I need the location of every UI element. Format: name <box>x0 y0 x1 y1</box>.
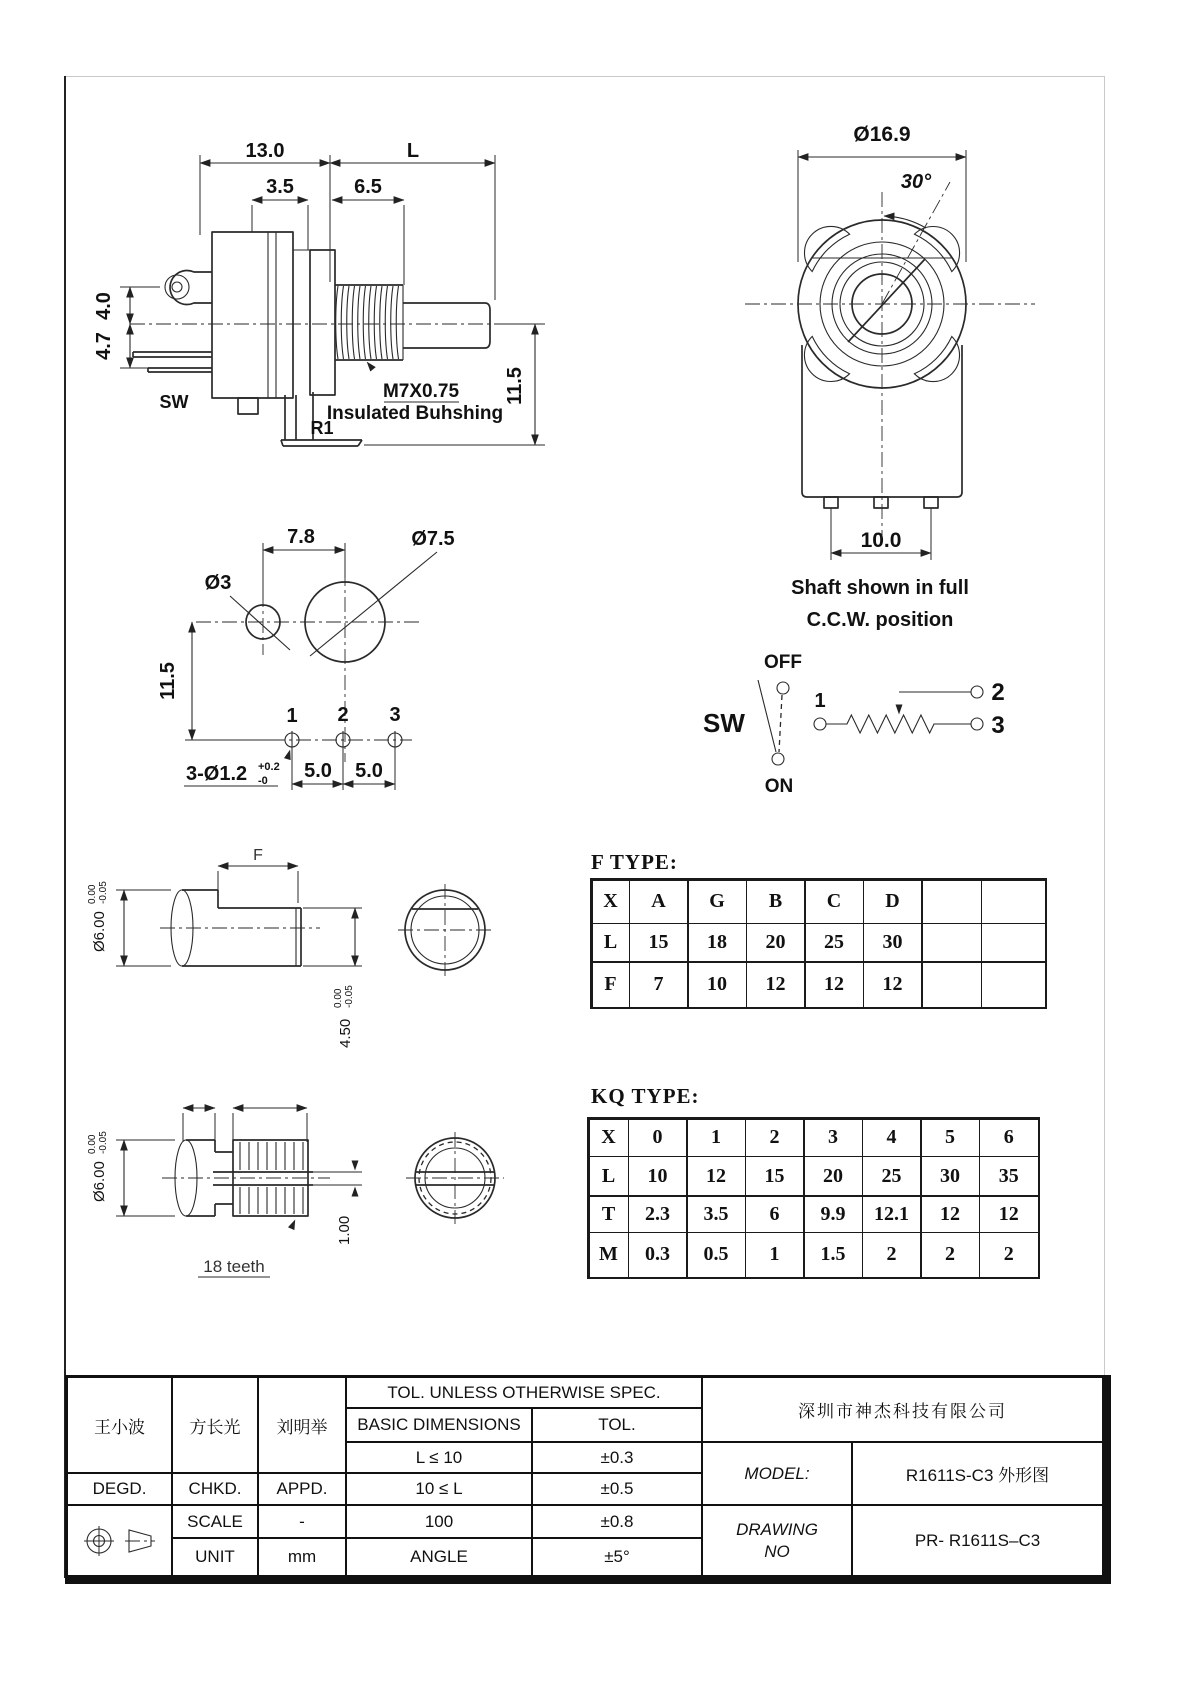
sheet-border-right <box>1104 76 1105 1376</box>
scale-value: - <box>259 1506 345 1537</box>
side-view-drawing <box>65 90 565 480</box>
dim-angle-label: 30° <box>900 171 932 193</box>
basic-dimensions-header: BASIC DIMENSIONS <box>347 1409 531 1441</box>
first-angle-projection-icon <box>81 1520 159 1562</box>
dim-f-label: F <box>253 847 263 864</box>
hole-circles <box>230 552 437 662</box>
table-cell <box>923 924 981 961</box>
dim-11-5-label: 11.5 <box>157 662 179 700</box>
designer-name: 王小波 <box>68 1378 171 1472</box>
table-cell: B <box>747 881 804 923</box>
table-cell: 2 <box>922 1233 979 1277</box>
table-cell: 0 <box>629 1120 686 1156</box>
terminal-1-label: 1 <box>814 690 826 712</box>
table-cell: 3.5 <box>688 1197 745 1232</box>
scale-label: SCALE <box>173 1506 257 1537</box>
dim-4-7-label: 4.7 <box>93 332 115 360</box>
table-cell: 12 <box>922 1197 979 1232</box>
terminal-2-label: 2 <box>991 679 1005 706</box>
shaft-dia-label: Ø6.00 <box>91 911 108 952</box>
flat-tol-lower: -0.05 <box>344 985 355 1008</box>
checker-name: 方长光 <box>173 1378 257 1472</box>
sheet-border-top <box>64 76 1105 77</box>
table-cell: 12 <box>980 1197 1038 1232</box>
table-cell: 2.3 <box>629 1197 686 1232</box>
table-cell <box>982 881 1045 923</box>
table-cell: 7 <box>630 963 687 1007</box>
pin-2-label: 2 <box>337 704 349 726</box>
terminal-3-label: 3 <box>991 712 1005 739</box>
dim-5-0-left-label: 5.0 <box>304 760 332 782</box>
dim-13-0-label: 13.0 <box>245 140 285 162</box>
table-cell: 12 <box>864 963 921 1007</box>
table-cell: A <box>630 881 687 923</box>
shaft-dia-tol-lower: -0.05 <box>98 1131 109 1154</box>
table-cell: 6 <box>980 1120 1038 1156</box>
f-type-table <box>590 878 1047 1009</box>
table-cell: C <box>806 881 863 923</box>
hole-tol-upper: +0.2 <box>258 761 280 773</box>
appd-label: APPD. <box>259 1474 345 1504</box>
thread-spec-label: M7X0.75 <box>382 381 460 402</box>
table-cell: L <box>593 924 629 961</box>
table-cell: 15 <box>630 924 687 961</box>
table-cell: G <box>689 881 746 923</box>
table-cell <box>982 963 1045 1007</box>
terminal-pins <box>270 731 412 749</box>
dim-6-5-label: 6.5 <box>354 176 382 198</box>
table-cell <box>982 924 1045 961</box>
table-cell: 4 <box>863 1120 920 1156</box>
dim-7-8-label: 7.8 <box>287 526 315 548</box>
flat-dim-label: 4.50 <box>337 1018 354 1048</box>
table-cell: F <box>593 963 629 1007</box>
shaft-outline <box>403 303 490 348</box>
dim-11-5-label: 11.5 <box>504 367 526 405</box>
unit-label: UNIT <box>173 1539 257 1575</box>
sw-pin-label: SW <box>159 392 189 412</box>
table-cell: 12.1 <box>863 1197 920 1232</box>
drawing-no-label: DRAWING NO <box>703 1506 851 1575</box>
slot-width-label: 1.00 <box>336 1215 353 1245</box>
kq-type-shaft-drawing <box>75 1060 525 1295</box>
model-label: MODEL: <box>703 1443 851 1504</box>
table-cell: 12 <box>806 963 863 1007</box>
tol-row-dim: ANGLE <box>347 1539 531 1575</box>
dimension-lines <box>116 866 362 966</box>
on-label: ON <box>764 776 794 797</box>
f-type-shaft-drawing <box>75 835 485 1070</box>
dim-l-label: L <box>406 140 420 162</box>
shaft-dia-tol-lower: -0.05 <box>98 881 109 904</box>
dia-7-5-label: Ø7.5 <box>411 528 455 550</box>
dimension-lines <box>116 1108 362 1216</box>
kq-table-title: KQ TYPE: <box>591 1084 700 1108</box>
table-cell: T <box>590 1197 628 1232</box>
dia-3-label: Ø3 <box>204 572 232 594</box>
table-cell: 25 <box>863 1157 920 1195</box>
dim-3-5-label: 3.5 <box>266 176 294 198</box>
table-cell: 2 <box>863 1233 920 1277</box>
table-cell <box>923 963 981 1007</box>
switch-schematic <box>630 590 1020 800</box>
tol-row-value: ±5° <box>533 1539 701 1575</box>
potentiometer-symbol <box>814 686 983 733</box>
table-cell: 2 <box>980 1233 1038 1277</box>
table-cell: 0.3 <box>629 1233 686 1277</box>
shaft-cross-section <box>398 884 492 976</box>
degd-label: DEGD. <box>68 1474 171 1504</box>
dim-4-0-label: 4.0 <box>93 292 115 320</box>
table-cell: 20 <box>747 924 804 961</box>
bushing-note-label: Insulated Buhshing <box>326 403 504 424</box>
mounting-hole-layout <box>100 470 500 800</box>
off-label: OFF <box>764 652 802 673</box>
r1-pin-label: R1 <box>310 418 334 438</box>
table-cell: 20 <box>805 1157 862 1195</box>
tol-row-value: ±0.3 <box>533 1443 701 1472</box>
table-cell: 1.5 <box>805 1233 862 1277</box>
tol-row-dim: 10 ≤ L <box>347 1474 531 1504</box>
table-cell: D <box>864 881 921 923</box>
hole-note-label: 3-Ø1.2 <box>186 763 248 785</box>
table-cell: 30 <box>864 924 921 961</box>
table-cell: 10 <box>689 963 746 1007</box>
switch-symbol <box>758 680 789 765</box>
pin-3-label: 3 <box>389 704 401 726</box>
table-cell: 10 <box>629 1157 686 1195</box>
table-cell: 5 <box>922 1120 979 1156</box>
front-view-drawing <box>700 100 1045 640</box>
drawing-no-value: PR- R1611S–C3 <box>853 1506 1102 1575</box>
table-cell <box>923 881 981 923</box>
model-value: R1611S-C3 外形图 <box>853 1443 1102 1504</box>
table-cell: 30 <box>922 1157 979 1195</box>
table-cell: 1 <box>746 1233 803 1277</box>
tolerance-header: TOL. UNLESS OTHERWISE SPEC. <box>347 1378 701 1407</box>
tol-row-dim: 100 <box>347 1506 531 1537</box>
table-cell: 3 <box>805 1120 862 1156</box>
projection-symbol-cell <box>68 1506 171 1575</box>
tol-column-header: TOL. <box>533 1409 701 1441</box>
table-cell: 12 <box>747 963 804 1007</box>
table-cell: 6 <box>746 1197 803 1232</box>
caption-line-2: C.C.W. position <box>806 609 954 631</box>
company-name: 深圳市神杰科技有限公司 <box>703 1378 1102 1441</box>
f-table-title: F TYPE: <box>591 850 678 874</box>
dim-diameter-label: Ø16.9 <box>853 123 911 146</box>
table-cell: M <box>590 1233 628 1277</box>
table-cell: L <box>590 1157 628 1195</box>
table-cell: 35 <box>980 1157 1038 1195</box>
table-cell: 0.5 <box>688 1233 745 1277</box>
shaft-dia-tol-upper: 0.00 <box>87 884 98 904</box>
kq-type-table <box>587 1117 1040 1279</box>
dim-10-0-label: 10.0 <box>860 529 902 552</box>
threaded-bushing <box>335 285 403 360</box>
title-block <box>65 1375 1111 1584</box>
caption-line-1: Shaft shown in full <box>791 577 969 599</box>
shaft-dia-label: Ø6.00 <box>91 1161 108 1202</box>
table-cell: 1 <box>688 1120 745 1156</box>
knurled-cross-section <box>406 1132 504 1224</box>
teeth-count-label: 18 teeth <box>203 1257 265 1276</box>
table-cell: 2 <box>746 1120 803 1156</box>
approver-name: 刘明举 <box>259 1378 345 1472</box>
tol-row-dim: L ≤ 10 <box>347 1443 531 1472</box>
table-cell: 25 <box>806 924 863 961</box>
table-cell: 15 <box>746 1157 803 1195</box>
table-cell: 18 <box>689 924 746 961</box>
shaft-dia-tol-upper: 0.00 <box>87 1134 98 1154</box>
tol-row-value: ±0.8 <box>533 1506 701 1537</box>
unit-value: mm <box>259 1539 345 1575</box>
tol-row-value: ±0.5 <box>533 1474 701 1504</box>
pin-1-label: 1 <box>286 705 298 727</box>
hole-tol-lower: -0 <box>258 775 268 787</box>
dim-5-0-right-label: 5.0 <box>355 760 383 782</box>
sw-label: SW <box>703 708 745 738</box>
table-cell: 9.9 <box>805 1197 862 1232</box>
flat-tol-upper: 0.00 <box>333 988 344 1008</box>
table-cell: X <box>593 881 629 923</box>
chkd-label: CHKD. <box>173 1474 257 1504</box>
table-cell: X <box>590 1120 628 1156</box>
table-cell: 12 <box>688 1157 745 1195</box>
